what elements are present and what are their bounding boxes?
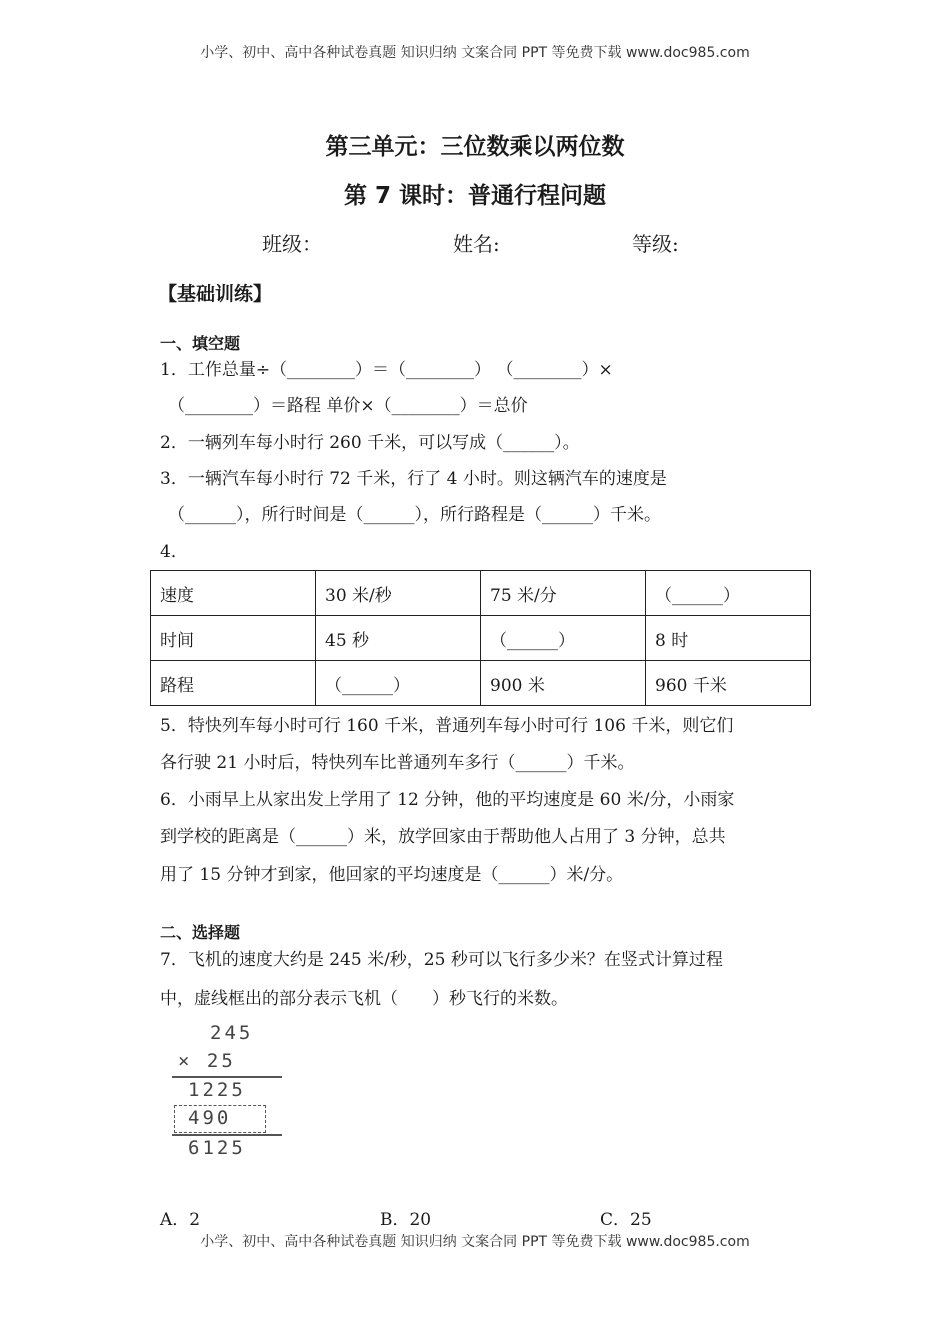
table-cell: 960 千米 <box>646 661 811 706</box>
table-cell: 45 秒 <box>316 616 481 661</box>
q6-line1: 6．小雨早上从家出发上学用了 12 分钟，他的平均速度是 60 米/分，小雨家 <box>160 790 735 810</box>
q6-line2: 到学校的距离是（______）米，放学回家由于帮助他人占用了 3 分钟，总共 <box>160 827 726 847</box>
option-a[interactable]: A．2 <box>160 1210 201 1230</box>
table-row <box>151 571 811 616</box>
q1-line2: （________）＝路程 单价×（________）＝总价 <box>168 396 528 416</box>
page-footer: 小学、初中、高中各种试卷真题 知识归纳 文案合同 PPT 等免费下载 www.doc985.com <box>200 1234 750 1250</box>
calc-partial-1: 1225 <box>188 1079 246 1101</box>
name-label: 姓名: <box>453 232 500 256</box>
unit-title: 第三单元：三位数乘以两位数 <box>325 134 625 160</box>
table-cell: （______） <box>646 571 811 616</box>
section-choice-heading: 二、选择题 <box>160 923 241 942</box>
calc-result: 6125 <box>188 1137 246 1159</box>
q3-line2: （______），所行时间是（______），所行路程是（______）千米。 <box>168 505 661 525</box>
table-cell: 30 米/秒 <box>316 571 481 616</box>
section-basic-heading: 【基础训练】 <box>158 283 273 305</box>
calc-rule-2 <box>172 1134 282 1136</box>
q4-label: 4． <box>160 542 188 562</box>
table-cell: （______） <box>481 616 646 661</box>
calc-multiplier: × 25 <box>178 1050 236 1072</box>
calc-partial-2: 490 <box>188 1107 232 1129</box>
q3-line1: 3．一辆汽车每小时行 72 千米，行了 4 小时。则这辆汽车的速度是 <box>160 469 667 489</box>
table-row <box>151 661 811 706</box>
table-cell: 路程 <box>151 661 316 706</box>
q2-text: 2．一辆列车每小时行 260 千米，可以写成（______）。 <box>160 433 580 453</box>
table-row <box>151 616 811 661</box>
class-label: 班级： <box>262 232 322 256</box>
table-cell: 时间 <box>151 616 316 661</box>
q6-line3: 用了 15 分钟才到家，他回家的平均速度是（______）米/分。 <box>160 865 624 885</box>
calc-rule-1 <box>172 1076 282 1078</box>
q7-line1: 7．飞机的速度大约是 245 米/秒，25 秒可以飞行多少米？在竖式计算过程 <box>160 950 723 970</box>
q5-line2: 各行驶 21 小时后，特快列车比普通列车多行（______）千米。 <box>160 753 635 773</box>
speed-time-distance-table <box>150 570 811 706</box>
option-c[interactable]: C．25 <box>600 1210 652 1230</box>
page-header: 小学、初中、高中各种试卷真题 知识归纳 文案合同 PPT 等免费下载 www.doc985.com <box>200 45 750 61</box>
lesson-title: 第 7 课时：普通行程问题 <box>343 183 607 209</box>
q5-line1: 5．特快列车每小时可行 160 千米，普通列车每小时可行 106 千米，则它们 <box>160 716 734 736</box>
q1-line1: 1．工作总量÷（________）＝（________） （________）× <box>160 360 613 380</box>
section-fill-heading: 一、填空题 <box>160 334 241 353</box>
calc-multiplicand: 245 <box>210 1022 254 1044</box>
q7-line2: 中，虚线框出的部分表示飞机（ ）秒飞行的米数。 <box>160 989 568 1009</box>
table-cell: 8 时 <box>646 616 811 661</box>
option-b[interactable]: B．20 <box>380 1210 432 1230</box>
table-cell: 900 米 <box>481 661 646 706</box>
table-cell: （______） <box>316 661 481 706</box>
grade-label: 等级: <box>632 232 679 256</box>
table-cell: 75 米/分 <box>481 571 646 616</box>
table-cell: 速度 <box>151 571 316 616</box>
